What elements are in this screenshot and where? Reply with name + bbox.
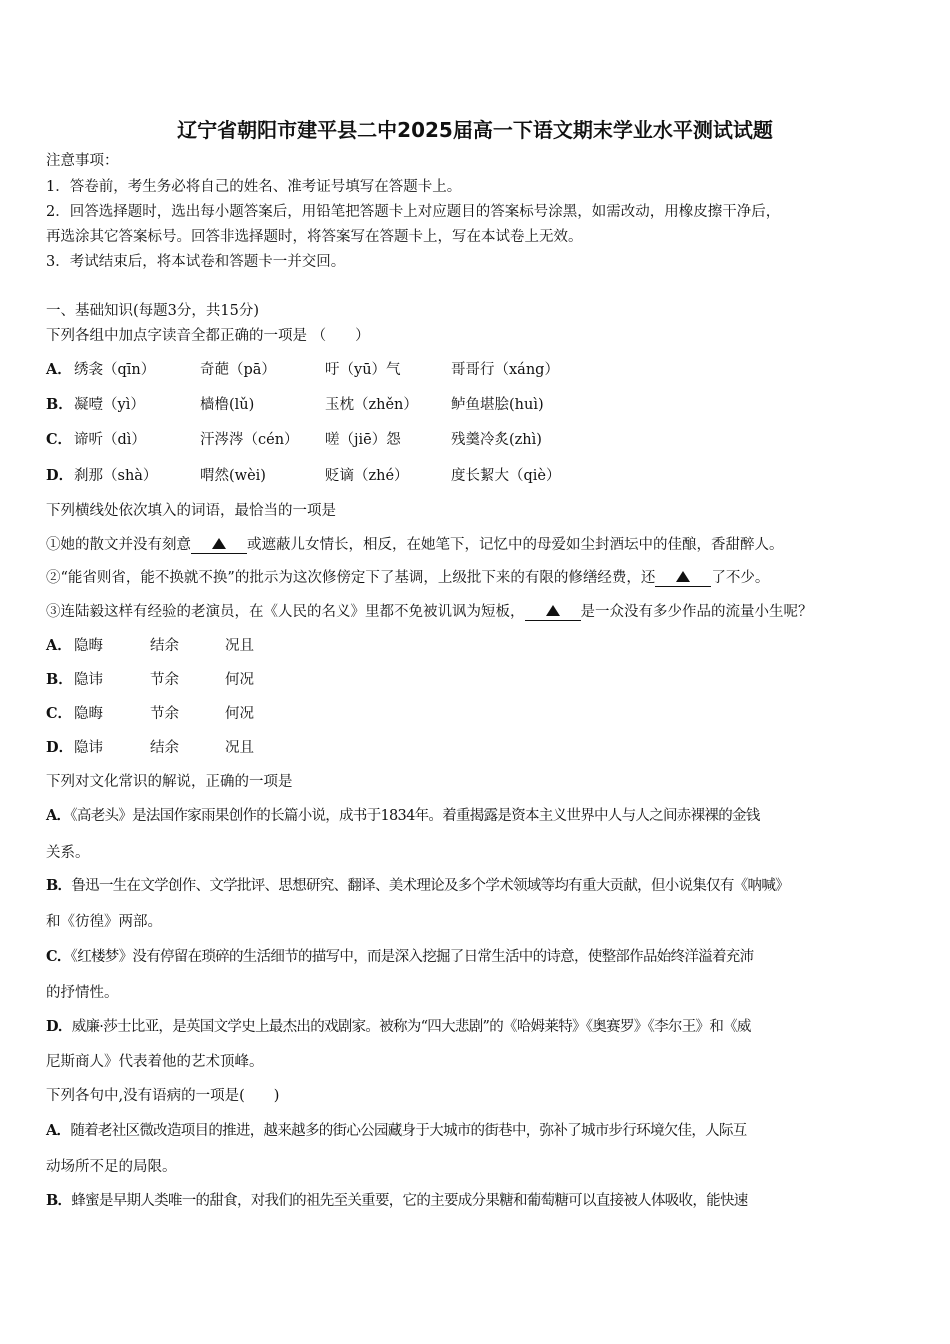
sentence-text: ②“能省则省，能不换就不换”的批示为这次修傍定下了基调，上级批下来的有限的修缮经费，还 [46,570,656,586]
q1-stem: 下列各组中加点字读音全都正确的一项是 （ ） [46,328,370,344]
triangle-marker-icon [212,538,226,549]
q3-option-c-line-2: 的抒情性。 [46,985,119,1001]
q3-option-d-line-1 [46,1017,751,1037]
option-item: 玉枕（zhěn） [325,397,418,413]
notice-item-2-line-2: 再选涂其它答案标号。回答非选择题时，将答案写在答题卡上，写在本试卷上无效。 [46,229,583,245]
option-label: C． [46,705,73,722]
q3-option-b-line-2: 和《彷徨》两部。 [46,914,162,930]
option-label: A． [46,807,71,824]
option-item: 樯橹(lǔ) [200,397,255,413]
q3-option-d-line-2: 尼斯商人》代表着他的艺术顶峰。 [46,1054,264,1070]
option-item: 奇葩（pā） [200,362,276,378]
option-item: 吁（yū）气 [325,362,401,378]
q4-option-a-line-1 [46,1121,747,1141]
option-label: A． [46,637,72,654]
option-label: B． [46,671,73,688]
option-item: 鲈鱼堪脍(huì) [451,397,544,413]
option-item: 隐晦 [74,638,103,654]
option-item: 哥哥行（xáng） [451,362,559,378]
option-item: 汗涔涔（cén） [200,432,299,448]
option-item: 何况 [225,706,254,722]
q3-option-a-line-1 [46,806,760,826]
q2-sentence-3 [46,602,813,622]
option-item: 况且 [225,740,254,756]
option-label: B． [46,1192,72,1209]
sentence-text: 是一众没有多少作品的流量小生呢？ [580,604,813,620]
triangle-marker-icon [546,605,560,616]
q4-option-b-line-1 [46,1191,748,1211]
option-text: 鲁迅一生在文学创作、文学批评、思想研究、翻译、美术理论及多个学术领域等均有重大贡献，但小说集仅有《呐喊》 [71,878,789,894]
notice-heading: 注意事项： [46,153,119,169]
option-item: 隐晦 [74,706,103,722]
q3-stem: 下列对文化常识的解说，正确的一项是 [46,774,293,790]
option-label: D． [46,467,74,484]
option-item: 喟然(wèi) [200,468,266,484]
option-label: B． [46,396,73,413]
sentence-text: ③连陆毅这样有经验的老演员，在《人民的名义》里都不免被讥讽为短板， [46,604,525,620]
sentence-text: 或遮蔽儿女情长，相反，在她笔下，记忆中的母爱如尘封酒坛中的佳酿，香甜醉人。 [247,537,784,553]
sentence-text: 了不少。 [711,570,770,586]
q2-sentence-2 [46,568,769,588]
fill-blank [525,604,581,621]
option-item: 结余 [150,740,179,756]
option-label: A． [46,361,72,378]
option-item: 节余 [150,672,179,688]
q4-option-a-line-2: 动场所不足的局限。 [46,1159,177,1175]
option-item: 度长絜大（qiè） [451,468,561,484]
page-title: 辽宁省朝阳市建平县二中2025届高一下语文期末学业水平测试试题 [177,118,773,142]
option-text: 《高老头》是法国作家雨果创作的长篇小说，成书于1834年。着重揭露是资本主义世界中人与人之间赤裸裸的金钱 [70,808,760,824]
option-item: 绣衾（qīn） [74,362,156,378]
notice-item-2-line-1: 2．回答选择题时，选出每小题答案后，用铅笔把答题卡上对应题目的答案标号涂黑，如需改动，用橡皮擦干净后， [46,204,781,220]
option-item: 节余 [150,706,179,722]
triangle-marker-icon [676,571,690,582]
fill-blank [191,537,247,554]
notice-item-3: 3．考试结束后，将本试卷和答题卡一并交回。 [46,254,346,270]
option-item: 刹那（shà） [74,468,158,484]
option-item: 隐讳 [74,672,103,688]
option-item: 结余 [150,638,179,654]
q2-stem: 下列横线处依次填入的词语，最恰当的一项是 [46,503,336,519]
q2-sentence-1 [46,535,784,555]
option-text: 随着老社区微改造项目的推进，越来越多的街心公园藏身于大城市的街巷中，弥补了城市步行环境欠佳，人际互 [70,1123,747,1139]
option-item: 谛听（dì） [74,432,146,448]
option-item: 贬谪（zhé） [325,468,409,484]
option-label: C． [46,431,73,448]
option-item: 况且 [225,638,254,654]
option-label: C． [46,948,71,965]
option-item: 凝噎（yì） [74,397,145,413]
option-item: 残羹冷炙(zhì) [451,432,542,448]
sentence-text: ①她的散文并没有刻意 [46,537,191,553]
q3-option-a-line-2: 关系。 [46,845,90,861]
option-text: 《红楼梦》没有停留在琐碎的生活细节的描写中，而是深入挖掘了日常生活中的诗意，使整部作品始终洋溢着充沛 [70,949,754,965]
option-label: B． [46,877,72,894]
notice-item-1: 1．答卷前，考生务必将自己的姓名、准考证号填写在答题卡上。 [46,179,462,195]
q4-stem: 下列各句中,没有语病的一项是( ) [46,1088,280,1104]
option-label: D． [46,1018,72,1035]
option-label: D． [46,739,74,756]
fill-blank [655,570,711,587]
section-heading: 一、基础知识(每题3分，共15分) [46,303,259,319]
option-text: 威廉·莎士比亚，是英国文学史上最杰出的戏剧家。被称为“四大悲剧”的《哈姆莱特》《奥赛罗》《李尔王》和《威 [71,1019,751,1035]
option-item: 嗟（jiē）怨 [325,432,401,448]
option-label: A． [46,1122,71,1139]
option-item: 隐讳 [74,740,103,756]
q3-option-c-line-1 [46,947,753,967]
option-item: 何况 [225,672,254,688]
option-text: 蜂蜜是早期人类唯一的甜食，对我们的祖先至关重要，它的主要成分果糖和葡萄糖可以直接被人体吸收，能快速 [71,1193,748,1209]
q3-option-b-line-1 [46,876,789,896]
